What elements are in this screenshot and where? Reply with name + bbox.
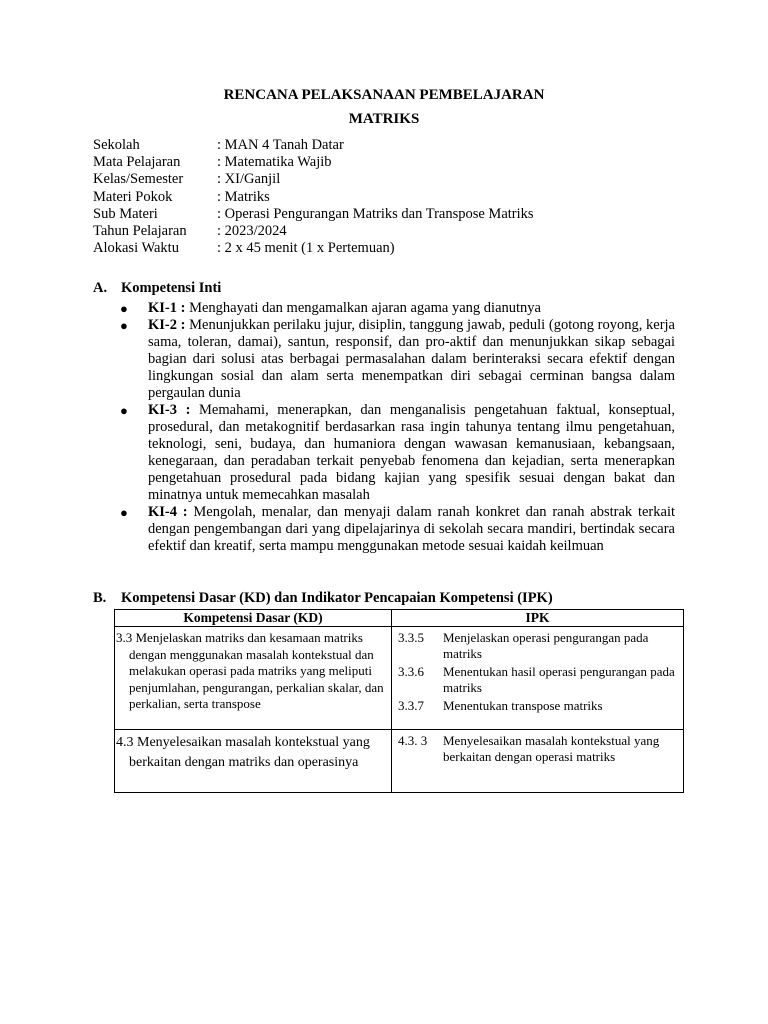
list-item	[118, 402, 675, 504]
info-value: : XI/Ganjil	[217, 171, 281, 188]
ki-text: Menghayati dan mengamalkan ajaran agama yang dianutnya	[185, 300, 541, 316]
ipk-text: Menyelesaikan masalah kontekstual yang berkaitan dengan operasi matriks	[443, 733, 660, 764]
bullet-icon: ●	[120, 505, 128, 520]
ki-key: KI-4 :	[148, 504, 188, 520]
kd-cell	[115, 627, 392, 730]
info-value: : 2023/2024	[217, 222, 287, 239]
table-header-ipk: IPK	[392, 610, 684, 627]
info-label: Alokasi Waktu	[93, 240, 179, 257]
ipk-cell	[392, 627, 684, 730]
section-title: Kompetensi Dasar (KD) dan Indikator Pencapaian Kompetensi (IPK)	[121, 590, 553, 606]
ipk-list	[393, 628, 682, 716]
document-title: RENCANA PELAKSANAAN PEMBELAJARAN	[223, 87, 545, 103]
ki-key: KI-3 :	[148, 402, 191, 418]
ipk-code: 3.3.6	[398, 664, 424, 679]
section-letter: B.	[93, 590, 107, 606]
table-header-row	[115, 610, 684, 627]
ipk-text: Menentukan transpose matriks	[443, 698, 603, 713]
section-a-heading	[93, 280, 221, 297]
info-label: Mata Pelajaran	[93, 154, 181, 171]
ki-key: KI-1 :	[148, 300, 186, 316]
bullet-icon: ●	[120, 318, 128, 333]
list-item	[118, 300, 675, 317]
info-value: : MAN 4 Tanah Datar	[217, 137, 344, 153]
info-value: : 2 x 45 menit (1 x Pertemuan)	[217, 240, 395, 257]
document-subtitle: MATRIKS	[348, 111, 420, 127]
section-b-heading	[93, 590, 553, 607]
ipk-text: Menjelaskan operasi pengurangan pada matriks	[443, 630, 649, 661]
ipk-list	[393, 731, 682, 766]
list-item	[118, 317, 675, 402]
kd-ipk-table	[114, 609, 684, 793]
info-label: Sekolah	[93, 137, 140, 153]
info-value: : Matematika Wajib	[217, 154, 332, 171]
ipk-item	[393, 698, 678, 714]
bullet-icon: ●	[120, 301, 128, 316]
table-row	[115, 730, 684, 793]
ipk-code: 3.3.7	[398, 698, 424, 713]
ipk-code: 4.3. 3	[398, 733, 428, 748]
info-label: Materi Pokok	[93, 188, 173, 205]
bullet-icon: ●	[120, 403, 128, 418]
info-value: : Operasi Pengurangan Matriks dan Transpose Matriks	[217, 205, 534, 222]
section-title: Kompetensi Inti	[121, 280, 222, 296]
info-label: Kelas/Semester	[93, 171, 184, 188]
section-letter: A.	[93, 280, 108, 296]
ki-text: Menunjukkan perilaku jujur, disiplin, tanggung jawab, peduli (gotong royong, kerja sama, toleran, damai), santun, responsif, dan pro-aktif dan menunjukkan sikap sebagai bagian dari solusi atas berbagai permasalahan dalam berinteraksi secara efektif dengan lingkungan sosial dan alam serta menempatkan diri sebagai cerminan bangsa dalam pergaulan dunia	[148, 317, 675, 401]
ipk-text: Menentukan hasil operasi pengurangan pada matriks	[443, 664, 675, 695]
ipk-item	[393, 664, 678, 695]
table-row	[115, 627, 684, 730]
ipk-item	[393, 630, 678, 661]
info-value: : Matriks	[217, 188, 270, 205]
ki-text: Memahami, menerapkan, dan menganalisis pengetahuan faktual, konseptual, prosedural, dan metakognitif berdasarkan rasa ingin tahunya tentang ilmu pengetahuan, teknologi, seni, budaya, dan humaniora dengan wawasan kemanusiaan, kebangsaan, kenegaraan, dan peradaban terkait penyebab fenomena dan kejadian, serta menerapkan pengetahuan prosedural pada bidang kajian yang spesifik sesuai dengan bakat dan minatnya untuk memecahkan masalah	[148, 402, 675, 503]
kd-cell	[115, 730, 392, 793]
info-label: Tahun Pelajaran	[93, 222, 187, 239]
table-header-kd: Kompetensi Dasar (KD)	[115, 610, 392, 627]
ipk-item	[393, 733, 678, 764]
kd-text: 4.3 Menyelesaikan masalah kontekstual yang berkaitan dengan matriks dan operasinya	[116, 735, 370, 770]
ipk-code: 3.3.5	[398, 630, 424, 645]
ipk-cell	[392, 730, 684, 793]
ki-list	[118, 300, 675, 555]
ki-key: KI-2 :	[148, 317, 186, 333]
ki-text: Mengolah, menalar, dan menyaji dalam ranah konkret dan ranah abstrak terkait dengan pengembangan dari yang dipelajarinya di sekolah secara mandiri, bertindak secara efektif dan kreatif, serta mampu menggunakan metode sesuai kaidah keilmuan	[148, 504, 675, 554]
list-item	[118, 504, 675, 555]
kd-text: 3.3 Menjelaskan matriks dan kesamaan matriks dengan menggunakan masalah kontekstual dan melakukan operasi pada matriks yang meliputi penjumlahan, pengurangan, perkalian skalar, dan perkalian, serta transpose	[116, 630, 384, 712]
info-label: Sub Materi	[93, 205, 158, 222]
